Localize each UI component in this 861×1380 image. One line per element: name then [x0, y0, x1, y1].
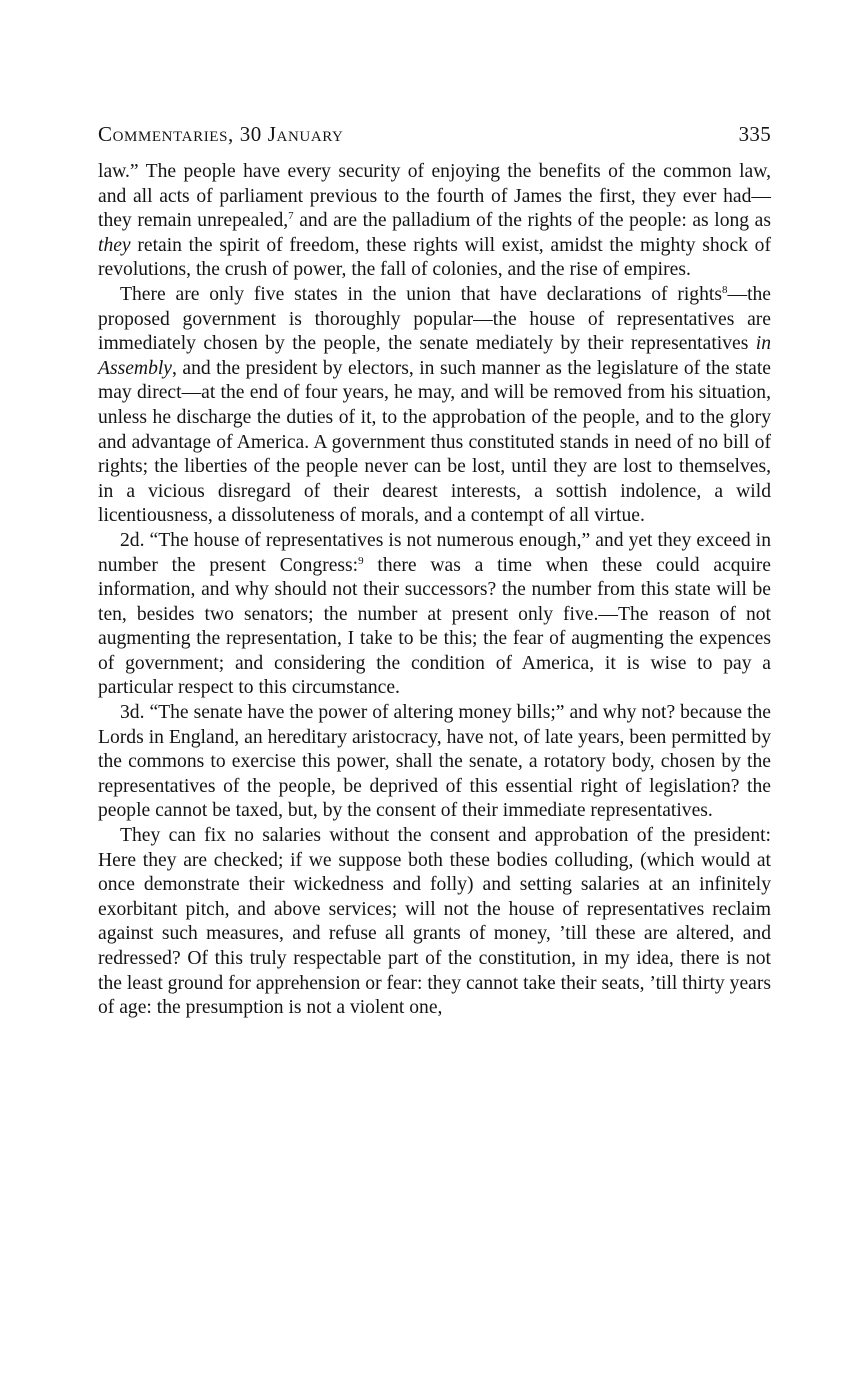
footnote-marker: 9: [358, 554, 364, 567]
running-title: Commentaries, 30 January: [98, 122, 344, 146]
emphasis-text: in Assembly: [98, 333, 771, 379]
text-run: , and the president by electors, in such manner as the legislature of the state may direct—at the end of four years, he may, and will be removed from his situation, unless he discharge the duties of it, to the approbation of the people, and to the glory and advantage of America. A government thus constituted stands in need of no bill of rights; the liberties of the people never can be lost, until they are lost to themselves, in a vicious disregard of their dearest interests, a sottish indolence, a wild licentiousness, a dissoluteness of morals, and a contempt of all virtue.: [98, 357, 771, 527]
footnote-marker: 7: [288, 210, 294, 223]
paragraph: [98, 824, 771, 1021]
text-run: there was a time when these could acquire information, and why should not their successors? the number from this state will be ten, besides two senators; the number at present only five.—The reason of not augmenting the representation, I take to be this; the fear of augmenting the expences of government; and considering the condition of America, it is wise to pay a particular respect to this circumstance.: [98, 554, 771, 699]
text-run: —the proposed government is thoroughly popular—the house of representatives are immediately chosen by the people, the senate mediately by their representatives: [98, 283, 771, 355]
paragraph: [98, 283, 771, 529]
text-run: There are only five states in the union that have declarations of rights: [120, 283, 722, 305]
text-run: law.” The people have every security of enjoying the benefits of the common law, and all acts of parliament previous to the fourth of James the first, they ever had—they remain unrepealed,: [98, 161, 771, 232]
text-run: and are the palladium of the rights of the people: as long as: [293, 210, 771, 232]
text-run: 2d. “The house of representatives is not numerous enough,” and yet they exceed in number the present Congress:: [98, 529, 771, 576]
emphasis-text: they: [98, 234, 131, 256]
text-run: They can fix no salaries without the consent and approbation of the president: Here they are checked; if we suppose both these bodies colluding, (which would at once demonstrate their wickedness and folly) and setting salaries at an infinitely exorbitant pitch, and above services; will not the house of representatives reclaim against such measures, and refuse all grants of money, ’till these are altered, and redressed? Of this truly respectable part of the constitution, in my idea, there is not the least ground for apprehension or fear: they cannot take their seats, ’till thirty years of age: the presumption is not a violent one,: [98, 825, 771, 1019]
footnote-marker: 8: [721, 283, 728, 296]
paragraph: [98, 529, 771, 701]
paragraph: [98, 160, 771, 283]
body-text: [98, 160, 771, 1021]
paragraph: [98, 701, 771, 824]
text-run: 3d. “The senate have the power of altering money bills;” and why not? because the Lords in England, an hereditary aristocracy, have not, of late years, been permitted by the commons to exercise this power, shall the senate, a rotatory body, chosen by the representatives of the people, be deprived of this essential right of legislation? the people cannot be taxed, but, by the consent of their immediate representatives.: [98, 702, 771, 822]
running-header: [98, 122, 771, 160]
book-page: [98, 122, 771, 1021]
text-run: retain the spirit of freedom, these rights will exist, amidst the mighty shock of revolutions, the crush of power, the fall of colonies, and the rise of empires.: [98, 234, 771, 281]
page-number: 335: [738, 122, 771, 146]
